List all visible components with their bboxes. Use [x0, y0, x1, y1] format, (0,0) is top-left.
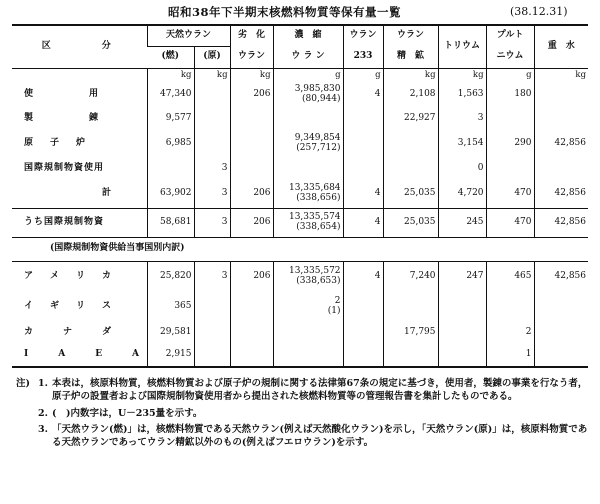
footnote-3 — [18, 424, 590, 450]
units-row — [12, 68, 588, 80]
cell-eu — [273, 80, 343, 109]
eu-value: 13,335,684 — [288, 182, 341, 193]
cell-du — [230, 130, 273, 159]
cell-nu-raw — [194, 109, 230, 129]
cell-u233: 4 — [343, 179, 383, 208]
table-row — [12, 80, 588, 109]
eu-value: 13,335,572 — [288, 266, 341, 277]
cell-du — [230, 109, 273, 129]
row-label-total: 計 — [102, 187, 116, 198]
unit-cell: kg — [230, 68, 273, 80]
inventory-table — [12, 24, 588, 368]
cell-nu-fuel: 6,985 — [147, 130, 194, 159]
cell-eu — [273, 179, 343, 208]
header-heavy-water: 重 水 — [534, 25, 588, 68]
cell-nu-raw — [194, 130, 230, 159]
row-label-smelting: 製 錬 — [24, 113, 103, 124]
cell-pu — [486, 159, 534, 179]
unit-cell: kg — [534, 68, 588, 80]
cell-eu — [273, 343, 343, 367]
unit-cell: kg — [438, 68, 486, 80]
cell-nu-raw: 3 — [194, 208, 230, 237]
cell-du: 206 — [230, 179, 273, 208]
cell-nu-fuel: 2,915 — [147, 343, 194, 367]
row-label-use: 使 用 — [24, 88, 103, 99]
eu-value: 3,985,830 — [294, 83, 341, 94]
cell-nu-fuel: 58,681 — [147, 208, 194, 237]
header-depleted-uranium-2: ウラン — [230, 47, 273, 69]
footnote-text: 本表は，核原料物質，核燃料物質および原子炉の規制に関する法律第67条の規定に基づき，使用者，製錬の事業を行なう者，原子炉の設置者および国際規制物資使用者から提出された核燃料物質等の管理報告書を集計したものである。 — [52, 378, 588, 402]
cell-th — [438, 292, 486, 321]
cell-eu — [273, 130, 343, 159]
table-row — [12, 109, 588, 129]
cell-th — [438, 322, 486, 344]
cell-nu-fuel: 25,820 — [147, 261, 194, 292]
cell-u233: 4 — [343, 261, 383, 292]
cell-ore — [383, 292, 438, 321]
footnote-2 — [18, 408, 590, 421]
cell-th: 4,720 — [438, 179, 486, 208]
cell-ore: 22,927 — [383, 109, 438, 129]
unit-cell: kg — [194, 68, 230, 80]
cell-nu-raw — [194, 80, 230, 109]
cell-du — [230, 343, 273, 367]
header-plutonium-1: プルト — [486, 25, 534, 47]
u235-value: (257,712) — [296, 143, 341, 154]
u235-value: (338,654) — [296, 221, 341, 232]
footnote-text: 「天然ウラン(燃)」は，核燃料物質である天然ウラン(例えば天然酸化ウラン)を示し，「天然ウラン(原)」は，核原料物質である天然ウランであってウラン精鉱以外のもの(例えばフエロウラン)を示す。 — [52, 424, 588, 449]
unit-cell: g — [486, 68, 534, 80]
cell-du — [230, 159, 273, 179]
u235-value: (338,653) — [296, 276, 341, 287]
cell-nu-fuel: 47,340 — [147, 80, 194, 109]
footnote-number: 3. — [38, 424, 48, 436]
header-plutonium-2: ニウム — [486, 47, 534, 69]
cell-th — [438, 343, 486, 367]
header-uranium-ore-2: 精 鉱 — [383, 47, 438, 69]
header-nu-fuel: (燃) — [147, 47, 194, 69]
cell-pu — [486, 292, 534, 321]
table-row — [12, 159, 588, 179]
u235-value: (338,656) — [296, 192, 341, 203]
cell-ore — [383, 130, 438, 159]
footnote-text: ( )内数字は，U－235量を示す。 — [52, 407, 203, 419]
cell-pu: 2 — [486, 322, 534, 344]
cell-hw — [534, 292, 588, 321]
header-nu-raw: (原) — [194, 47, 230, 69]
cell-nu-raw — [194, 343, 230, 367]
breakdown-header: (国際規制物資供給当事国別内訳) — [12, 237, 588, 261]
cell-hw: 42,856 — [534, 179, 588, 208]
footnote-head: 注) — [16, 378, 30, 389]
cell-th: 3 — [438, 109, 486, 129]
unit-cell: kg — [383, 68, 438, 80]
header-thorium: トリウム — [438, 25, 486, 68]
footnote-1 — [18, 378, 590, 404]
cell-eu — [273, 109, 343, 129]
cell-u233 — [343, 109, 383, 129]
cell-ore: 25,035 — [383, 208, 438, 237]
cell-th: 0 — [438, 159, 486, 179]
date-label: (38.12.31) — [510, 5, 568, 18]
cell-nu-raw: 3 — [194, 179, 230, 208]
table-row — [12, 130, 588, 159]
row-label-usa: ア メ リ カ — [24, 271, 116, 282]
cell-hw — [534, 159, 588, 179]
cell-hw: 42,856 — [534, 130, 588, 159]
cell-pu: 470 — [486, 179, 534, 208]
cell-hw: 42,856 — [534, 261, 588, 292]
eu-value: 13,335,574 — [288, 212, 341, 223]
u235-value: (1) — [327, 306, 341, 317]
header-category: 区 分 — [12, 25, 147, 68]
cell-hw: 42,856 — [534, 208, 588, 237]
cell-eu — [273, 159, 343, 179]
footnote-number: 1. — [38, 378, 48, 389]
table-row — [12, 261, 588, 292]
cell-u233: 4 — [343, 208, 383, 237]
header-uranium-ore-1: ウラン — [383, 25, 438, 47]
row-label-uk: イ ギ リ ス — [24, 301, 116, 312]
cell-eu — [273, 292, 343, 321]
cell-ore: 2,108 — [383, 80, 438, 109]
cell-hw — [534, 80, 588, 109]
cell-pu — [486, 109, 534, 129]
cell-nu-fuel: 9,577 — [147, 109, 194, 129]
table-row — [12, 322, 588, 344]
unit-cell: g — [273, 68, 343, 80]
eu-value: 2 — [334, 296, 341, 307]
cell-du: 206 — [230, 208, 273, 237]
cell-du: 206 — [230, 80, 273, 109]
cell-pu: 1 — [486, 343, 534, 367]
cell-u233: 4 — [343, 80, 383, 109]
cell-nu-raw — [194, 322, 230, 344]
cell-nu-fuel: 365 — [147, 292, 194, 321]
cell-pu: 290 — [486, 130, 534, 159]
header-enriched-uranium-1: 濃 縮 — [273, 25, 343, 47]
table-row — [12, 292, 588, 321]
cell-th: 3,154 — [438, 130, 486, 159]
cell-th: 1,563 — [438, 80, 486, 109]
cell-hw — [534, 343, 588, 367]
cell-th: 245 — [438, 208, 486, 237]
table-row — [12, 343, 588, 367]
table-row — [12, 208, 588, 237]
breakdown-header-row — [12, 237, 588, 261]
cell-nu-fuel: 63,902 — [147, 179, 194, 208]
cell-u233 — [343, 130, 383, 159]
table-row-total — [12, 179, 588, 208]
row-label-intl-controlled: うち国際規制物資 — [12, 208, 147, 237]
cell-nu-raw: 3 — [194, 159, 230, 179]
cell-u233 — [343, 292, 383, 321]
cell-u233 — [343, 343, 383, 367]
header-enriched-uranium-2: ウ ラ ン — [273, 47, 343, 69]
header-natural-uranium: 天然ウラン — [147, 25, 230, 47]
unit-cell: kg — [147, 68, 194, 80]
cell-pu: 465 — [486, 261, 534, 292]
cell-du: 206 — [230, 261, 273, 292]
cell-pu: 470 — [486, 208, 534, 237]
cell-eu — [273, 322, 343, 344]
cell-hw — [534, 109, 588, 129]
cell-eu — [273, 261, 343, 292]
row-label-canada: カ ナ ダ — [24, 326, 116, 337]
header-uranium233-2: 233 — [343, 47, 383, 69]
cell-du — [230, 292, 273, 321]
row-label-iaea: I A E A — [12, 343, 147, 367]
row-label-reactor: 原 子 炉 — [24, 138, 90, 149]
cell-ore: 7,240 — [383, 261, 438, 292]
cell-nu-fuel: 29,581 — [147, 322, 194, 344]
cell-du — [230, 322, 273, 344]
unit-cell: g — [343, 68, 383, 80]
cell-nu-raw — [194, 292, 230, 321]
header-row-1 — [12, 25, 588, 47]
cell-u233 — [343, 322, 383, 344]
u235-value: (80,944) — [302, 93, 341, 104]
header-depleted-uranium-1: 劣 化 — [230, 25, 273, 47]
cell-u233 — [343, 159, 383, 179]
cell-th: 247 — [438, 261, 486, 292]
cell-ore — [383, 159, 438, 179]
cell-ore — [383, 343, 438, 367]
cell-nu-fuel — [147, 159, 194, 179]
footnotes — [18, 378, 590, 454]
eu-value: 9,349,854 — [294, 133, 341, 144]
header-uranium233-1: ウラン — [343, 25, 383, 47]
cell-ore: 17,795 — [383, 322, 438, 344]
cell-eu — [273, 208, 343, 237]
row-label-intl-use: 国際規制物資使用 — [24, 163, 105, 174]
page-title: 昭和38年下半期末核燃料物質等保有量一覧 — [168, 5, 402, 19]
footnote-number: 2. — [38, 407, 48, 419]
cell-pu: 180 — [486, 80, 534, 109]
cell-nu-raw: 3 — [194, 261, 230, 292]
cell-hw — [534, 322, 588, 344]
cell-ore: 25,035 — [383, 179, 438, 208]
